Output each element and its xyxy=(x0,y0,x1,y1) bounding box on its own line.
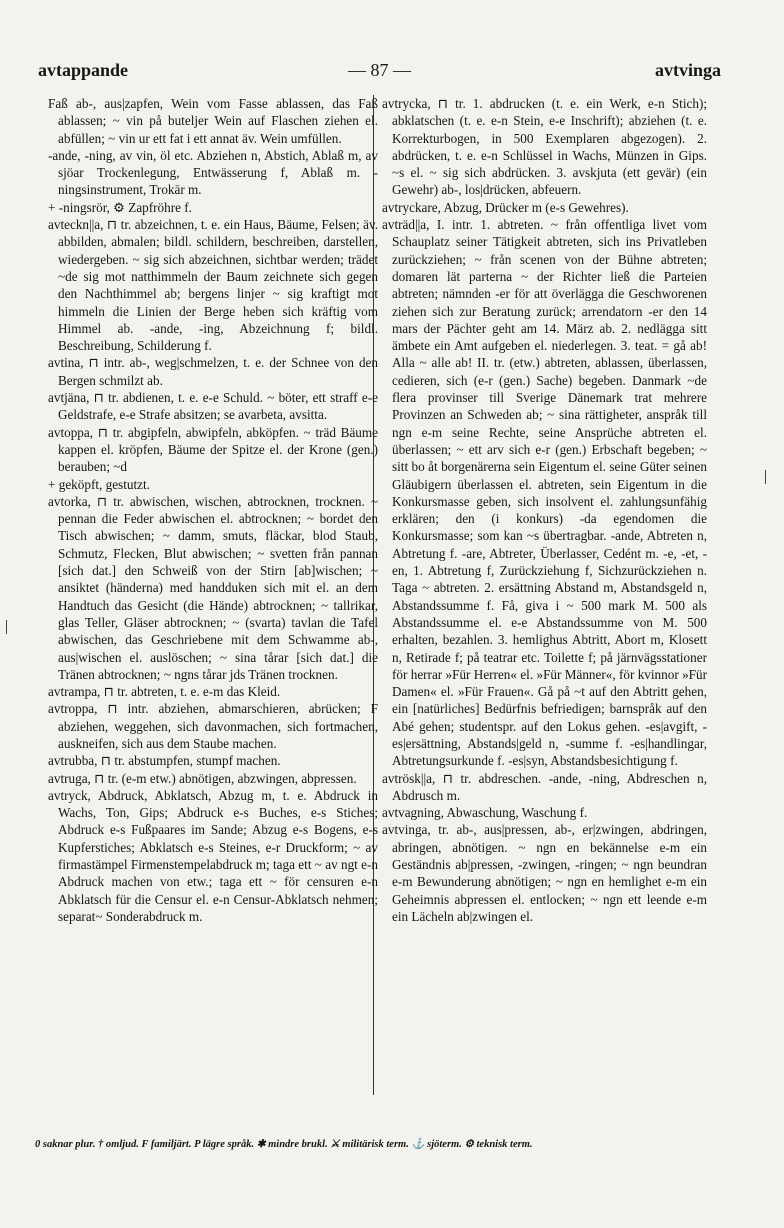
entry: avtrycka, ⊓ tr. 1. abdrucken (t. e. ein Werk, e-n Stich); abklatschen (t. e. e-n Stein, e-e Inschrift); abziehen (t. e. Korrekturbogen, in 500 Exemplaren abgezogen). 2. abdrücken, t. e. e-n Schlüssel in Wachs, Münzen in Gips. ~s el. ~ sig sich abdrücken. 3. avskjuta (ett gevär) (ein Gewehr) ab-, los|drücken, abfeuern. xyxy=(382,96,707,198)
entry: avtoppa, ⊓ tr. abgipfeln, abwipfeln, abköpfen. ~ träd Bäume kappen el. kröpfen, Bäume der Spitze el. der Krone (gen.) berauben; ~d xyxy=(48,424,378,475)
entry: + geköpft, gestutzt. xyxy=(48,476,150,492)
crop-mark xyxy=(765,470,766,484)
right-column xyxy=(382,95,707,1085)
header-left-guideword: avtappande xyxy=(38,60,129,80)
page-number: — 87 — xyxy=(348,60,411,80)
entry: avtryck, Abdruck, Abklatsch, Abzug m, t. e. Abdruck in Wachs, Ton, Gips; Abdruck e-s Buches, e-s Stiches; Abdruck e-s Fußpaares im Sande; Abzug e-s Bogens, e-s Kupferstiches; Abklatsch e-s Steines, e-r Druckform; ~ av firmastämpel Firmenstempelabdruck m; taga ett ~ av ngt e-n Abdruck machen von etw.; taga ett ~ för censuren e-n Abklatsch für die Censur el. e-n Censur-Abklatsch nehmen; separat~ Sonderabdruck m. xyxy=(48,787,378,924)
entry: + -ningsrör, ⚙ Zapfröhre f. xyxy=(48,199,192,215)
header-right-guideword: avtvinga xyxy=(654,60,721,80)
crop-mark xyxy=(6,620,7,634)
entry: Faß ab-, aus|zapfen, Wein vom Fasse ablassen, das Faß ablassen; ~ vin på buteljer Wein auf Flaschen ziehen el. abfüllen; ~ vin ur ett fat i ett annat äv. Wein umfüllen. xyxy=(48,96,378,146)
entry: avtrubba, ⊓ tr. abstumpfen, stumpf machen. xyxy=(48,753,281,769)
entry: avtryckare, Abzug, Drücker m (e-s Gewehres). xyxy=(382,199,629,215)
left-column xyxy=(48,95,378,1085)
page-header xyxy=(38,56,721,86)
entry: avtroppa, ⊓ intr. abziehen, abmarschieren, abrücken; F abziehen, weggehen, sich davonmachen, sich fortmachen, auskneifen, sich aus dem Staube machen. xyxy=(48,701,378,751)
entry: avtvinga, tr. ab-, aus|pressen, ab-, er|zwingen, abdringen, abringen, abnötigen. ~ ngn en bekännelse e-m ein Geständnis ab|pressen, -zwingen, -ringen; ~ ngn beundran e-m Bewunderung abnötigen; ~ ngn en hemlighet e-m ein Geheimnis abpressen el. entlocken; ~ ngn ett leende e-m ein Lächeln ab|zwingen el. xyxy=(382,822,707,924)
entry: avtvagning, Abwaschung, Waschung f. xyxy=(382,805,588,821)
entry: avtina, ⊓ intr. ab-, weg|schmelzen, t. e. der Schnee von den Bergen schmilzt ab. xyxy=(48,355,378,388)
entry: avtorka, ⊓ tr. abwischen, wischen, abtrocknen, trocknen. ~ pennan die Feder abwischen el. abtrocknen; ~ bordet den Tisch abwischen; ~ damm, smuts, fläckar, blod Staub, Schmutz, Flecken, Blut abwischen; ~ svetten från pannan [sich dat.] den Schweiß von der Stirn [ab]wischen; ~ ansiktet (händerna) med handduken sich mit el. an dem Handtuch das Gesicht (die Hände) abtrocknen; ~ tallrikar, glas Teller, Gläser abtrocknen; ~ (svarta) tavlan die Tafel abwischen, das Geschriebene mit dem Schwamme ab-, aus|wischen el. auslöschen; ~ sina tårar [sich dat.] die Tränen abtrocknen; ~ ngns tårar jds Tränen trocknen. xyxy=(48,493,378,682)
entry: avtrampa, ⊓ tr. abtreten, t. e. e-m das Kleid. xyxy=(48,684,281,700)
entry: avteckn||a, ⊓ tr. abzeichnen, t. e. ein Haus, Bäume, Felsen; äv. abbilden, abmalen; bildl. schildern, beschreiben, darstellen, wiedergeben. ~ sig sich abzeichnen, sichtbar werden; trädet ~de sig mot natthimmeln der Baum zeichnete sich gegen den Nachthimmel ab; bergens linjer ~ sig kraftigt mot himmeln die Linien der Berge heben sich kräftig vom Himmel ab. -ande, -ing, Abzeichnung f; bildl. Beschreibung, Schilderung f. xyxy=(48,217,378,354)
entry: avträd||a, I. intr. 1. abtreten. ~ från offentliga livet vom Schauplatz seiner Tätigkeit abtreten, sich ins Privatleben zurückziehen; ~ från scenen von der Bühne abtreten; domaren lät parterna ~ der Richter ließ die Parteien abtreten; nämnden -er för att överlägga die Geschworenen ziehen sich zur Beratung zurück; arrendatorn -er den 14 mars der Pächter geht am 14. März ab. 2. nedlägga sitt ämbete ein Amt aufgeben el. niederlegen. 3. teat. = gå ab! Alla ~ alle ab! II. tr. (etw.) abtreten, ablassen, überlassen, cedieren, sich (e-r (gen.) Sache) begeben. Danmark ~de flera provinser till Sverige Dänemark trat mehrere Provinzen an Schweden ab; ~ sina rättigheter, anspråk till ngn e-m seine Rechte, seine Ansprüche abtreten el. überlassen; ~ ett arv sich e-r (gen.) Erbschaft begeben; ~ sitt bo åt borgenärerna sein Eigentum el. seine Güter seinen Gläubigern überlassen el. abtreten, sein Eigentum in die Konkursmasse geben, sich insolvent el. zahlungsunfähig erklären; den (i konkurs) -da egendomen die Konkursmasse; som kan ~s übertragbar. -ande, Abtreten n, Abtretung f. -are, Abtreter, Überlasser, Cedént m. -e, -et, -en, 1. Abtretung f, Zurückziehung f, Sichzurückziehen n. Taga ~ abtreten. 2. ersättning Abstand m, Abstandsgeld n, Abstandssumme f. Få, giva i ~ 500 mark M. 500 als Abstandssumme el. e-e Abstandssumme von M. 500 erhalten, bezahlen. 3. hemlighus Abtritt, Abort m, Klosett n, Retirade f; på teatrar etc. Toilette f; på järnvägsstationer för herrar »Für Herren« el. »Für Männer«, för kvinnor »Für Damen« el. »Für Frauen«. Gå på ~t auf den Abtritt gehen, ein [natürliches] Bedürfnis befriedigen; barnspråk auf den Abé gehen; studentspr. auf den Lokus gehen. -es|avgift, -es|ersättning, Abstands|geld n, -summe f. -es|handlingar, Abtretungsurkunde f. -es|syn, Abstandsbesichtigung f. xyxy=(382,217,707,769)
entry: -ande, -ning, av vin, öl etc. Abziehen n, Abstich, Ablaß m, av sjöar Trockenlegung, Entwässerung f, Ablaß m. -ningsinstrument, Trokār m. xyxy=(48,147,378,198)
entry: avtjäna, ⊓ tr. abdienen, t. e. e-e Schuld. ~ böter, ett straff e-e Geldstrafe, e-e Strafe absitzen; se avarbeta, avsitta. xyxy=(48,390,378,423)
entry: avtrösk||a, ⊓ tr. abdreschen. -ande, -ning, Abdreschen n, Abdrusch m. xyxy=(382,770,707,803)
abbreviation-legend: 0 saknar plur. † omljud. F familjärt. P lägre språk. ✱ mindre brukl. ⚔ militärisk term. ⚓ sjöterm. ⚙ teknisk term. xyxy=(35,1139,533,1150)
entry: avtruga, ⊓ tr. (e-m etw.) abnötigen, abzwingen, abpressen. xyxy=(48,770,357,786)
